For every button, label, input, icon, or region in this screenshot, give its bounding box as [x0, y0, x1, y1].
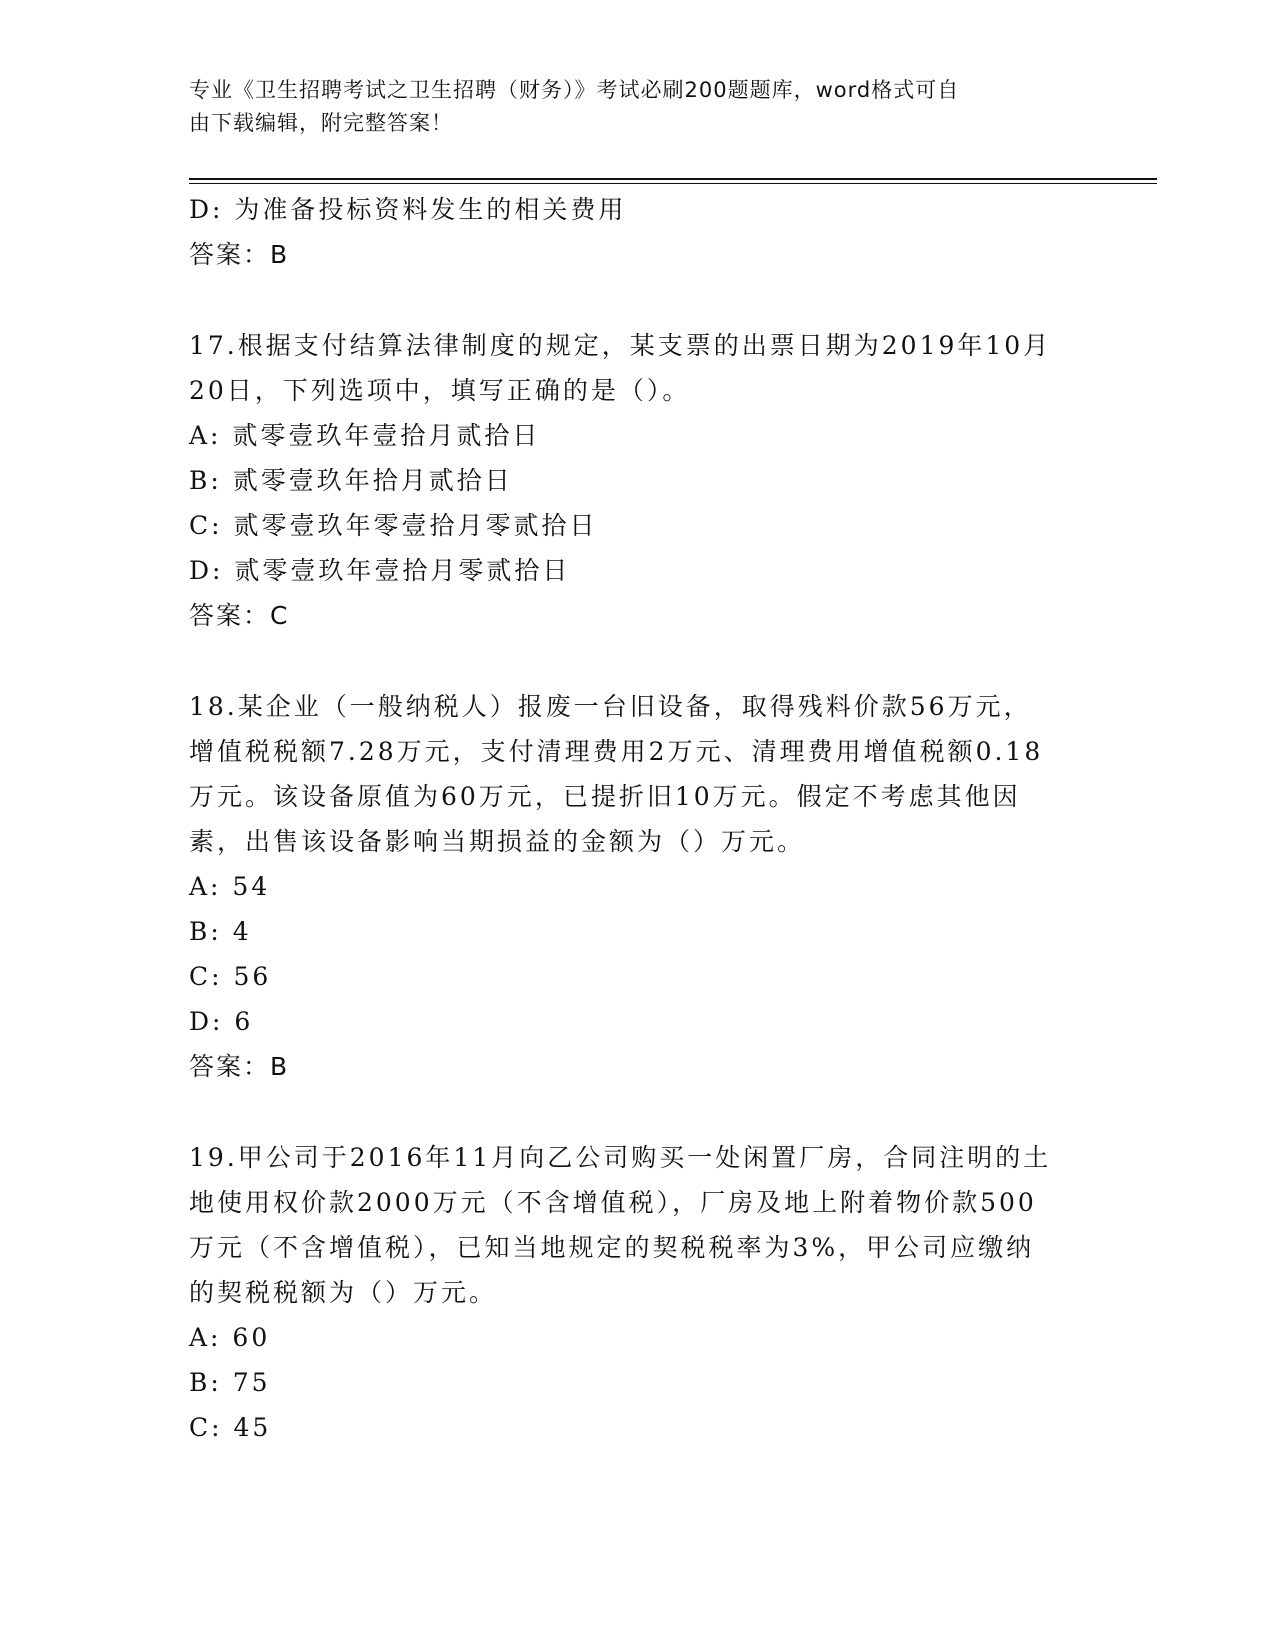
- header-line-2: 由下载编辑，附完整答案！: [189, 111, 453, 135]
- q18-option-c: C: 56: [189, 962, 272, 991]
- q18-stem-line-1: 18.某企业（一般纳税人）报废一台旧设备，取得残料价款56万元，: [189, 692, 1032, 721]
- q17-option-a: A: 贰零壹玖年壹拾月贰拾日: [189, 421, 541, 450]
- q17-stem-line-1: 17.根据支付结算法律制度的规定，某支票的出票日期为2019年10月: [189, 331, 1052, 360]
- q17-option-c: C: 贰零壹玖年零壹拾月零贰拾日: [189, 511, 598, 540]
- header-line-1: 专业《卫生招聘考试之卫生招聘（财务）》考试必刷200题题库，word格式可自: [189, 78, 960, 102]
- q18-stem-line-4: 素，出售该设备影响当期损益的金额为（）万元。: [189, 827, 806, 856]
- q17-option-b: B: 贰零壹玖年拾月贰拾日: [189, 466, 513, 495]
- header-divider-thick: [189, 178, 1157, 180]
- q19-stem-line-1: 19.甲公司于2016年11月向乙公司购买一处闲置厂房，合同注明的土: [189, 1143, 1052, 1172]
- q19-stem-line-3: 万元（不含增值税），已知当地规定的契税税率为3%，甲公司应缴纳: [189, 1233, 1035, 1262]
- q18-option-a: A: 54: [189, 872, 271, 901]
- q19-stem-line-4: 的契税税额为（）万元。: [189, 1278, 498, 1307]
- q19-option-b: B: 75: [189, 1368, 271, 1397]
- q18-option-b: B: 4: [189, 917, 252, 946]
- header-divider-thin: [189, 183, 1157, 184]
- q18-option-d: D: 6: [189, 1007, 254, 1036]
- q19-option-a: A: 60: [189, 1323, 271, 1352]
- q19-stem-line-2: 地使用权价款2000万元（不含增值税），厂房及地上附着物价款500: [189, 1188, 1037, 1217]
- q17-answer: 答案：C: [189, 601, 290, 630]
- q16-answer: 答案：B: [189, 240, 290, 269]
- q18-answer: 答案：B: [189, 1052, 290, 1081]
- q19-option-c: C: 45: [189, 1413, 272, 1442]
- document-header: [189, 74, 1089, 140]
- q17-stem-line-2: 20日，下列选项中，填写正确的是（）。: [189, 376, 691, 405]
- q16-option-d: D: 为准备投标资料发生的相关费用: [189, 195, 627, 224]
- q17-option-d: D: 贰零壹玖年壹拾月零贰拾日: [189, 556, 571, 585]
- q18-stem-line-3: 万元。该设备原值为60万元，已提折旧10万元。假定不考虑其他因: [189, 782, 1021, 811]
- q18-stem-line-2: 增值税税额7.28万元，支付清理费用2万元、清理费用增值税额0.18: [189, 737, 1044, 766]
